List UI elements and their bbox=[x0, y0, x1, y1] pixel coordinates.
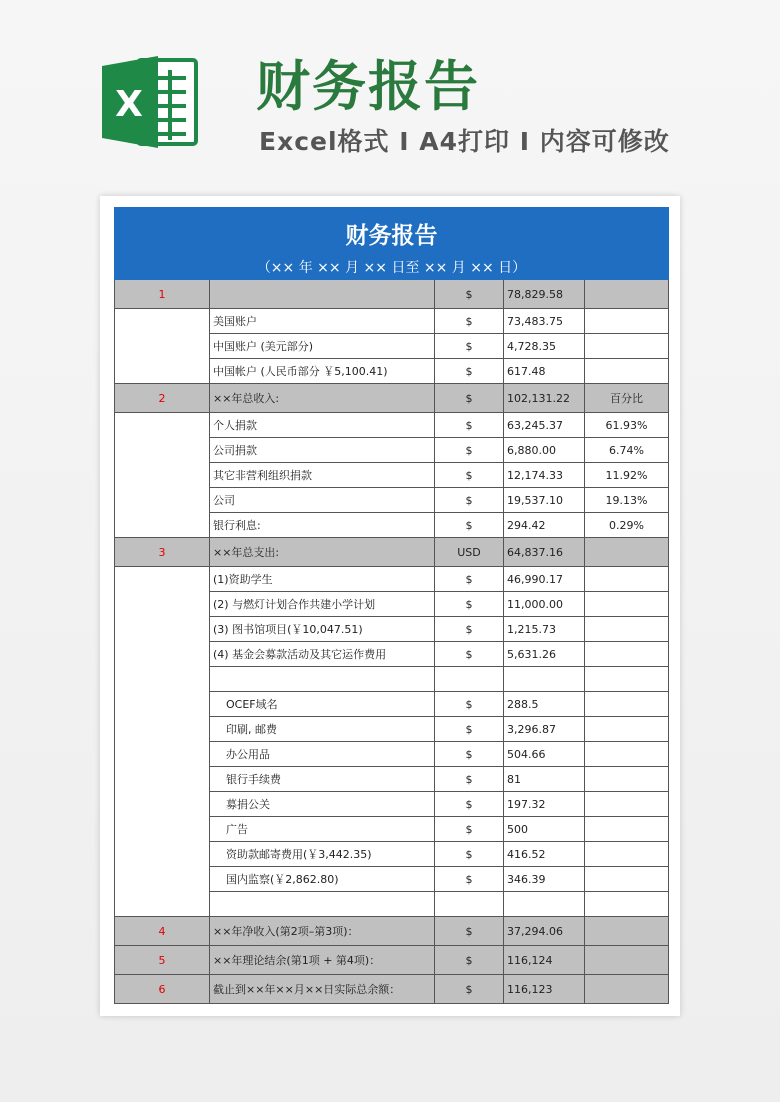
currency-cell: $ bbox=[435, 334, 504, 359]
percent-cell: 百分比 bbox=[585, 384, 669, 413]
percent-cell bbox=[585, 692, 669, 717]
percent-cell: 19.13% bbox=[585, 488, 669, 513]
percent-cell bbox=[585, 280, 669, 309]
section-row bbox=[115, 280, 669, 309]
row-label: ××年总支出: bbox=[210, 538, 435, 567]
section-number: 3 bbox=[115, 538, 210, 567]
currency-cell: $ bbox=[435, 513, 504, 538]
row-label: 个人捐款 bbox=[210, 413, 435, 438]
amount-cell: 116,124 bbox=[504, 946, 585, 975]
currency-cell: $ bbox=[435, 463, 504, 488]
percent-cell bbox=[585, 667, 669, 692]
amount-cell: 63,245.37 bbox=[504, 413, 585, 438]
row-label: 中国帐户 (人民币部分 ￥5,100.41) bbox=[210, 359, 435, 384]
amount-cell: 12,174.33 bbox=[504, 463, 585, 488]
amount-cell: 81 bbox=[504, 767, 585, 792]
currency-cell: $ bbox=[435, 717, 504, 742]
currency-cell: $ bbox=[435, 438, 504, 463]
blank-cell bbox=[115, 413, 210, 538]
row-label: 资助款邮寄费用(￥3,442.35) bbox=[210, 842, 435, 867]
percent-cell bbox=[585, 538, 669, 567]
section-number: 5 bbox=[115, 946, 210, 975]
currency-cell: $ bbox=[435, 280, 504, 309]
amount-cell: 46,990.17 bbox=[504, 567, 585, 592]
table-row bbox=[115, 567, 669, 592]
amount-cell: 504.66 bbox=[504, 742, 585, 767]
section-number: 2 bbox=[115, 384, 210, 413]
percent-cell bbox=[585, 642, 669, 667]
row-label: 截止到××年××月××日实际总余额： bbox=[210, 975, 435, 1004]
section-number: 4 bbox=[115, 917, 210, 946]
section-row bbox=[115, 946, 669, 975]
percent-cell bbox=[585, 892, 669, 917]
row-label: OCEF域名 bbox=[210, 692, 435, 717]
excel-logo-icon bbox=[100, 56, 200, 148]
currency-cell: $ bbox=[435, 975, 504, 1004]
amount-cell: 102,131.22 bbox=[504, 384, 585, 413]
table-row bbox=[115, 309, 669, 334]
percent-cell bbox=[585, 817, 669, 842]
report-title: 财务报告 bbox=[115, 208, 669, 255]
row-label: 办公用品 bbox=[210, 742, 435, 767]
blank-cell bbox=[115, 567, 210, 917]
banner-subtitle: Excel格式 I A4打印 I 内容可修改 bbox=[259, 127, 670, 156]
currency-cell: $ bbox=[435, 867, 504, 892]
finance-table bbox=[114, 207, 669, 1004]
percent-cell: 11.92% bbox=[585, 463, 669, 488]
row-label bbox=[210, 280, 435, 309]
row-label: ××年净收入(第2项–第3项)： bbox=[210, 917, 435, 946]
percent-cell bbox=[585, 917, 669, 946]
table-body bbox=[115, 280, 669, 1004]
amount-cell: 116,123 bbox=[504, 975, 585, 1004]
row-label: 银行利息: bbox=[210, 513, 435, 538]
currency-cell: $ bbox=[435, 842, 504, 867]
table-row bbox=[115, 413, 669, 438]
row-label: (3) 图书馆项目(￥10,047.51) bbox=[210, 617, 435, 642]
row-label: 中国账户 (美元部分) bbox=[210, 334, 435, 359]
row-label: 国内监察(￥2,862.80) bbox=[210, 867, 435, 892]
percent-cell bbox=[585, 842, 669, 867]
percent-cell bbox=[585, 742, 669, 767]
section-row bbox=[115, 917, 669, 946]
percent-cell bbox=[585, 767, 669, 792]
amount-cell: 4,728.35 bbox=[504, 334, 585, 359]
currency-cell: $ bbox=[435, 946, 504, 975]
section-number: 1 bbox=[115, 280, 210, 309]
currency-cell: $ bbox=[435, 917, 504, 946]
amount-cell: 197.32 bbox=[504, 792, 585, 817]
logo-letter: X bbox=[115, 84, 143, 125]
percent-cell bbox=[585, 359, 669, 384]
row-label: (1)资助学生 bbox=[210, 567, 435, 592]
currency-cell bbox=[435, 892, 504, 917]
currency-cell: $ bbox=[435, 767, 504, 792]
row-label: 印刷, 邮费 bbox=[210, 717, 435, 742]
percent-cell bbox=[585, 334, 669, 359]
row-label: 银行手续费 bbox=[210, 767, 435, 792]
currency-cell: $ bbox=[435, 359, 504, 384]
row-label: ××年理论结余(第1项 + 第4项)： bbox=[210, 946, 435, 975]
row-label: (2) 与燃灯计划合作共建小学计划 bbox=[210, 592, 435, 617]
currency-cell: $ bbox=[435, 617, 504, 642]
amount-cell: 11,000.00 bbox=[504, 592, 585, 617]
amount-cell: 73,483.75 bbox=[504, 309, 585, 334]
currency-cell: $ bbox=[435, 413, 504, 438]
row-label bbox=[210, 892, 435, 917]
percent-cell bbox=[585, 946, 669, 975]
currency-cell: $ bbox=[435, 384, 504, 413]
currency-cell: $ bbox=[435, 592, 504, 617]
section-row bbox=[115, 384, 669, 413]
section-row bbox=[115, 975, 669, 1004]
row-label: (4) 基金会募款活动及其它运作费用 bbox=[210, 642, 435, 667]
report-date-range: （×× 年 ×× 月 ×× 日至 ×× 月 ×× 日） bbox=[115, 255, 669, 280]
amount-cell: 64,837.16 bbox=[504, 538, 585, 567]
amount-cell: 1,215.73 bbox=[504, 617, 585, 642]
amount-cell: 288.5 bbox=[504, 692, 585, 717]
percent-cell bbox=[585, 975, 669, 1004]
currency-cell: USD bbox=[435, 538, 504, 567]
amount-cell bbox=[504, 667, 585, 692]
percent-cell bbox=[585, 617, 669, 642]
blank-cell bbox=[115, 309, 210, 384]
row-label: 美国账户 bbox=[210, 309, 435, 334]
amount-cell: 346.39 bbox=[504, 867, 585, 892]
amount-cell: 78,829.58 bbox=[504, 280, 585, 309]
amount-cell: 617.48 bbox=[504, 359, 585, 384]
row-label: 其它非营利组织捐款 bbox=[210, 463, 435, 488]
currency-cell: $ bbox=[435, 817, 504, 842]
currency-cell: $ bbox=[435, 792, 504, 817]
percent-cell bbox=[585, 867, 669, 892]
row-label: 公司捐款 bbox=[210, 438, 435, 463]
amount-cell: 500 bbox=[504, 817, 585, 842]
amount-cell: 416.52 bbox=[504, 842, 585, 867]
percent-cell: 6.74% bbox=[585, 438, 669, 463]
row-label: 募捐公关 bbox=[210, 792, 435, 817]
percent-cell bbox=[585, 717, 669, 742]
section-row bbox=[115, 538, 669, 567]
row-label: ××年总收入: bbox=[210, 384, 435, 413]
currency-cell: $ bbox=[435, 488, 504, 513]
currency-cell: $ bbox=[435, 567, 504, 592]
currency-cell bbox=[435, 667, 504, 692]
currency-cell: $ bbox=[435, 642, 504, 667]
amount-cell: 5,631.26 bbox=[504, 642, 585, 667]
percent-cell: 61.93% bbox=[585, 413, 669, 438]
row-label: 广告 bbox=[210, 817, 435, 842]
percent-cell bbox=[585, 792, 669, 817]
amount-cell: 294.42 bbox=[504, 513, 585, 538]
row-label: 公司 bbox=[210, 488, 435, 513]
amount-cell bbox=[504, 892, 585, 917]
amount-cell: 37,294.06 bbox=[504, 917, 585, 946]
percent-cell: 0.29% bbox=[585, 513, 669, 538]
amount-cell: 19,537.10 bbox=[504, 488, 585, 513]
row-label bbox=[210, 667, 435, 692]
percent-cell bbox=[585, 309, 669, 334]
amount-cell: 6,880.00 bbox=[504, 438, 585, 463]
amount-cell: 3,296.87 bbox=[504, 717, 585, 742]
percent-cell bbox=[585, 567, 669, 592]
section-number: 6 bbox=[115, 975, 210, 1004]
currency-cell: $ bbox=[435, 692, 504, 717]
banner-title: 财务报告 bbox=[256, 55, 480, 118]
currency-cell: $ bbox=[435, 742, 504, 767]
currency-cell: $ bbox=[435, 309, 504, 334]
percent-cell bbox=[585, 592, 669, 617]
